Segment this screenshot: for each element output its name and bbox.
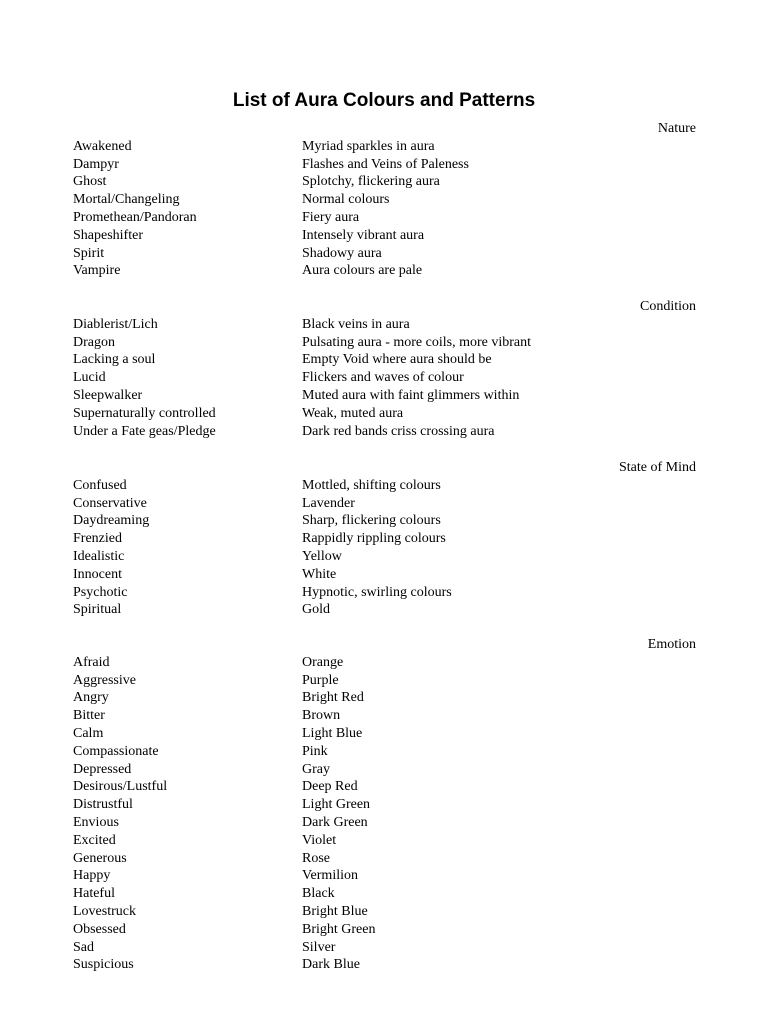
list-item (73, 654, 696, 672)
section-heading: Nature (657, 121, 696, 136)
item-description: Shadowy aura (302, 245, 382, 261)
section-nature (73, 120, 696, 280)
item-description: Myriad sparkles in aura (302, 138, 435, 154)
item-term: Compassionate (73, 743, 159, 759)
list-item (73, 778, 696, 796)
item-description: Bright Green (302, 921, 376, 937)
item-term: Suspicious (73, 957, 134, 973)
list-item (73, 423, 696, 441)
list-item (73, 245, 696, 263)
item-term: Promethean/Pandoran (73, 209, 197, 225)
list-item (73, 351, 696, 369)
item-term: Excited (73, 832, 116, 848)
item-description: Normal colours (302, 192, 390, 208)
list-item (73, 939, 696, 957)
item-description: Purple (302, 672, 339, 688)
item-description: Flickers and waves of colour (302, 370, 464, 386)
item-description: Intensely vibrant aura (302, 227, 425, 243)
item-term: Dampyr (73, 156, 119, 172)
list-item (73, 262, 696, 280)
list-item (73, 867, 696, 885)
aura-list (73, 316, 696, 441)
list-item (73, 405, 696, 423)
item-description: Violet (302, 832, 337, 848)
item-description: Hypnotic, swirling colours (302, 584, 452, 600)
item-term: Supernaturally controlled (73, 405, 216, 421)
list-item (73, 707, 696, 725)
item-description: Brown (302, 708, 341, 724)
item-description: Bright Red (302, 690, 364, 706)
item-description: Vermilion (302, 868, 358, 884)
item-term: Sleepwalker (73, 387, 143, 403)
item-term: Depressed (73, 761, 132, 777)
item-description: Yellow (302, 548, 342, 564)
item-term: Vampire (73, 263, 121, 279)
section-heading: Condition (639, 299, 696, 314)
item-description: Flashes and Veins of Paleness (302, 156, 469, 172)
item-term: Spirit (73, 245, 105, 261)
list-item (73, 885, 696, 903)
item-description: Rose (302, 850, 330, 866)
item-term: Mortal/Changeling (73, 192, 180, 208)
item-term: Generous (73, 850, 127, 866)
item-description: Dark Blue (302, 957, 360, 973)
aura-list (73, 477, 696, 619)
list-item (73, 495, 696, 513)
section-condition (73, 298, 696, 440)
item-description: Light Green (302, 797, 371, 813)
item-description: Bright Blue (302, 903, 368, 919)
list-item (73, 814, 696, 832)
item-term: Aggressive (73, 672, 136, 688)
list-item (73, 832, 696, 850)
item-description: White (302, 566, 337, 582)
item-term: Under a Fate geas/Pledge (73, 423, 216, 439)
list-item (73, 316, 696, 334)
item-term: Shapeshifter (73, 227, 143, 243)
item-description: Gray (302, 761, 330, 777)
section-heading: State of Mind (619, 460, 696, 475)
item-term: Envious (73, 814, 119, 830)
item-description: Gold (302, 602, 330, 618)
item-description: Dark Green (302, 814, 368, 830)
list-item (73, 530, 696, 548)
item-term: Diablerist/Lich (73, 316, 158, 332)
item-term: Confused (73, 477, 127, 493)
item-term: Desirous/Lustful (73, 779, 168, 795)
item-term: Frenzied (73, 531, 122, 547)
list-item (73, 191, 696, 209)
item-description: Light Blue (302, 725, 363, 741)
item-term: Angry (73, 690, 109, 706)
item-description: Mottled, shifting colours (302, 477, 441, 493)
item-term: Conservative (73, 495, 147, 511)
item-description: Empty Void where aura should be (302, 352, 492, 368)
item-term: Awakened (73, 138, 132, 154)
item-description: Splotchy, flickering aura (302, 174, 440, 190)
list-item (73, 921, 696, 939)
item-description: Fiery aura (302, 209, 360, 225)
list-item (73, 156, 696, 174)
item-description: Rappidly rippling colours (302, 531, 446, 547)
list-item (73, 387, 696, 405)
item-description: Pink (302, 743, 328, 759)
item-term: Lucid (73, 370, 106, 386)
item-term: Lacking a soul (73, 352, 156, 368)
item-term: Bitter (73, 708, 105, 724)
item-description: Deep Red (302, 779, 358, 795)
list-item (73, 743, 696, 761)
list-item (73, 548, 696, 566)
item-term: Innocent (73, 566, 122, 582)
list-item (73, 796, 696, 814)
list-item (73, 850, 696, 868)
item-description: Silver (302, 939, 336, 955)
item-term: Afraid (73, 654, 110, 670)
item-term: Happy (73, 868, 111, 884)
list-item (73, 601, 696, 619)
section-emotion (73, 636, 696, 974)
item-term: Psychotic (73, 584, 128, 600)
item-description: Orange (302, 654, 344, 670)
list-item (73, 512, 696, 530)
item-term: Ghost (73, 174, 107, 190)
item-description: Dark red bands criss crossing aura (302, 423, 495, 439)
item-description: Sharp, flickering colours (302, 513, 441, 529)
list-item (73, 227, 696, 245)
list-item (73, 138, 696, 156)
item-description: Black veins in aura (302, 316, 410, 332)
list-item (73, 725, 696, 743)
item-term: Distrustful (73, 797, 133, 813)
item-term: Calm (73, 725, 104, 741)
item-description: Lavender (302, 495, 355, 511)
section-state-of-mind (73, 459, 696, 619)
item-description: Muted aura with faint glimmers within (302, 387, 520, 403)
aura-list (73, 654, 696, 974)
item-term: Spiritual (73, 602, 122, 618)
list-item (73, 761, 696, 779)
aura-list (73, 138, 696, 280)
list-item (73, 566, 696, 584)
list-item (73, 903, 696, 921)
item-term: Idealistic (73, 548, 125, 564)
section-heading: Emotion (647, 637, 696, 652)
list-item (73, 672, 696, 690)
item-term: Sad (73, 939, 94, 955)
item-term: Daydreaming (73, 513, 150, 529)
list-item (73, 369, 696, 387)
item-description: Black (302, 886, 335, 902)
list-item (73, 334, 696, 352)
item-term: Dragon (73, 334, 115, 350)
item-term: Hateful (73, 886, 115, 902)
item-description: Aura colours are pale (302, 263, 423, 279)
list-item (73, 689, 696, 707)
list-item (73, 209, 696, 227)
item-term: Lovestruck (73, 903, 136, 919)
item-description: Weak, muted aura (302, 405, 404, 421)
list-item (73, 956, 696, 974)
list-item (73, 173, 696, 191)
item-term: Obsessed (73, 921, 126, 937)
document-title: List of Aura Colours and Patterns (232, 90, 536, 111)
list-item (73, 584, 696, 602)
list-item (73, 477, 696, 495)
item-description: Pulsating aura - more coils, more vibrant (302, 334, 531, 350)
